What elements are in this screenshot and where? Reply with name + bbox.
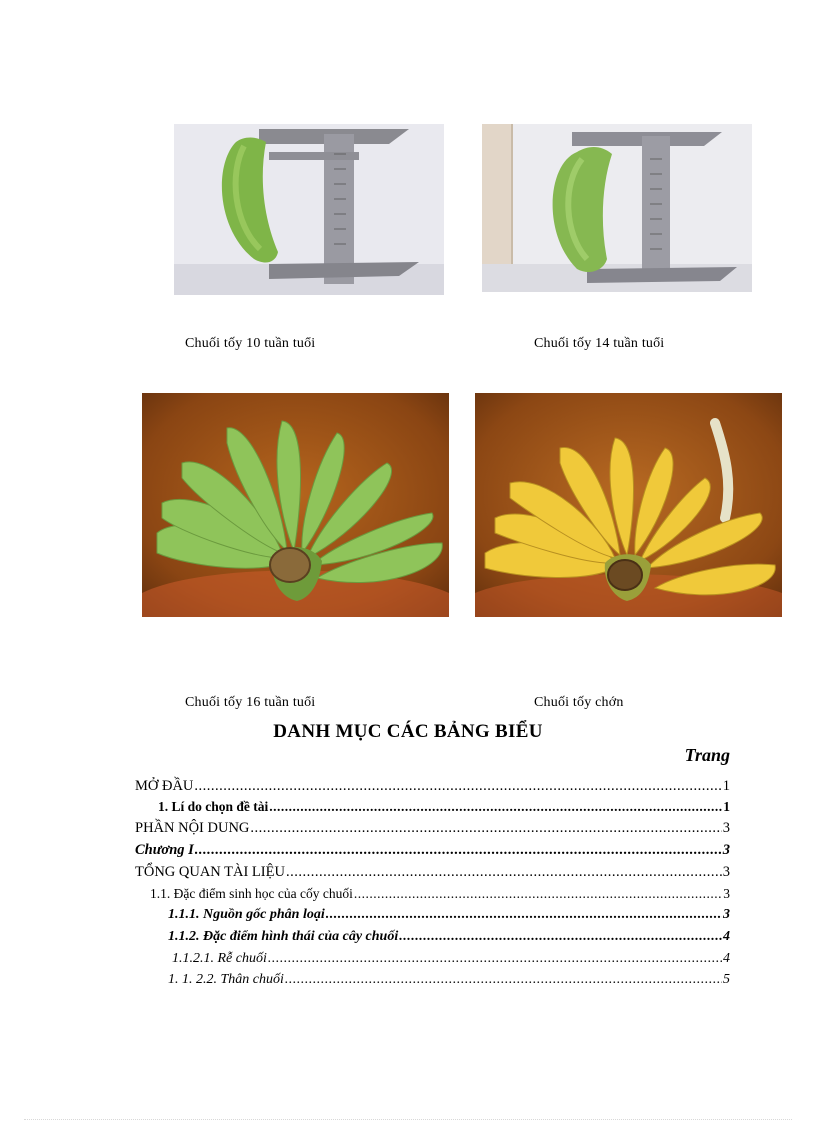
toc-entry-page: 3 (722, 842, 730, 858)
photo-banana-10-weeks (174, 124, 444, 295)
toc-entry-page: 5 (723, 972, 730, 987)
list-of-tables-title: DANH MỤC CÁC BẢNG BIỂU (273, 721, 543, 742)
page-bottom-border (24, 1119, 792, 1120)
photo-caption: Chuối tốy 10 tuần tuổi (185, 336, 316, 351)
toc-entry-text: 1.1.1. Nguồn gốc phân loại (168, 907, 325, 922)
photo-caption: Chuối tốy 16 tuần tuổi (185, 695, 316, 710)
toc-entry-page: 3 (723, 907, 730, 922)
toc-entry-page: 3 (722, 820, 730, 836)
toc-entry-text: 1.1.2. Đặc điểm hình thái của cây chuối (168, 929, 399, 944)
toc-entry-page: 3 (722, 864, 730, 880)
photo-banana-14-weeks (482, 124, 752, 292)
toc-entry (135, 842, 730, 864)
toc-entry-page: 4 (723, 929, 730, 944)
toc-entry (168, 929, 730, 951)
photo-banana-ripe (475, 393, 782, 617)
toc-entry (150, 886, 730, 908)
photo-caption: Chuối tốy chớn (534, 695, 624, 710)
toc-entry-text: MỞ ĐẦU (135, 778, 194, 794)
toc-entry (135, 778, 730, 800)
toc-entry (158, 799, 730, 821)
toc-entry-text: 1.1.2.1. Rễ chuối (172, 951, 267, 966)
toc-entry-text: 1.1. Đặc điểm sinh học của cốy chuối (150, 886, 353, 901)
photo-caption: Chuối tốy 14 tuần tuổi (534, 336, 665, 351)
toc-entry (168, 907, 730, 929)
toc-entry-page: 1 (722, 778, 730, 794)
toc-entry-text: PHẦN NỘI DUNG (135, 820, 250, 836)
toc-entry (172, 951, 730, 973)
toc-entry-page: 3 (723, 886, 730, 901)
photo-banana-16-weeks (142, 393, 449, 617)
toc-entry (168, 972, 730, 994)
toc-entry-text: 1. 1. 2.2. Thân chuối (168, 972, 284, 987)
toc-entry-page: 4 (723, 951, 730, 966)
toc-entry-text: Chương I (135, 842, 194, 858)
toc-entry-text: TỔNG QUAN TÀI LIỆU (135, 864, 285, 880)
toc-entry (135, 820, 730, 842)
toc-entry-text: 1. Lí do chọn đề tài (158, 799, 269, 814)
toc-entry (135, 864, 730, 886)
toc-entry-page: 1 (723, 799, 730, 814)
page-column-label: Trang (684, 745, 730, 765)
